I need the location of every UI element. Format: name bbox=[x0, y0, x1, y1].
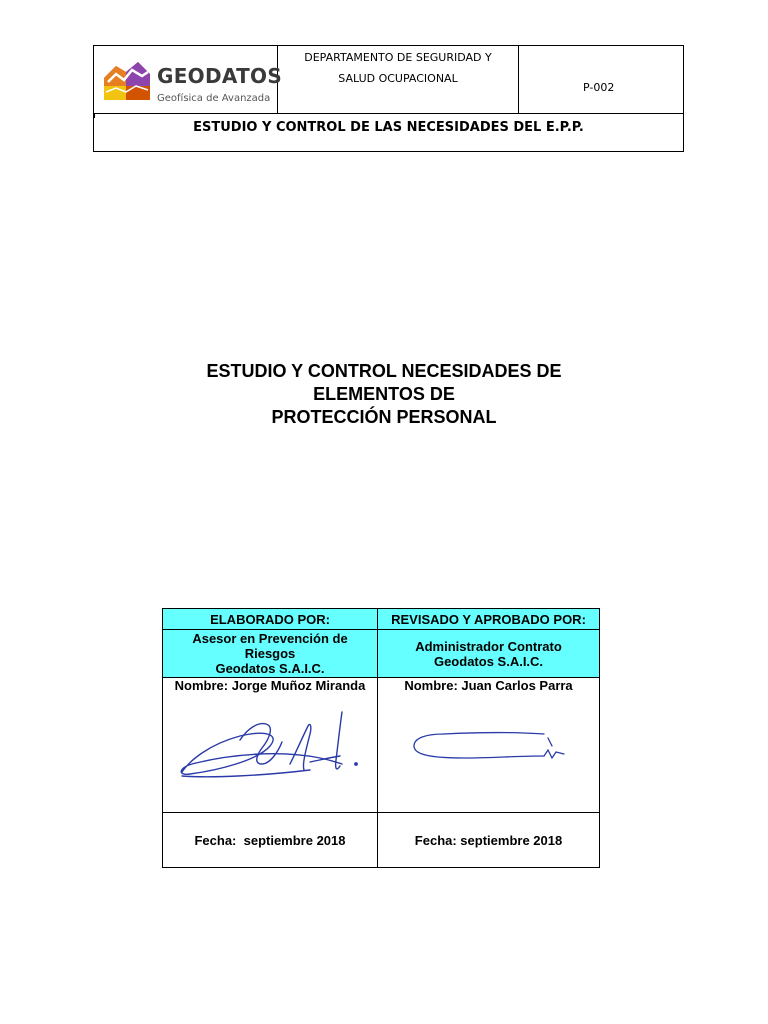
reviewed-role bbox=[378, 630, 600, 678]
title-line-3: PROTECCIÓN PERSONAL bbox=[271, 407, 497, 427]
reviewed-name: Nombre: Juan Carlos Parra bbox=[378, 678, 600, 699]
elaborated-date: Fecha: septiembre 2018 bbox=[163, 813, 378, 868]
department-cell bbox=[278, 46, 519, 113]
elaborated-signature-icon bbox=[170, 704, 370, 794]
title-line-2: ELEMENTOS DE bbox=[313, 384, 455, 404]
elaborated-role-line-2: Riesgos bbox=[244, 646, 296, 661]
document-code: P-002 bbox=[583, 81, 615, 94]
elaborated-heading: ELABORADO POR: bbox=[163, 609, 378, 630]
reviewed-signature-icon bbox=[404, 716, 574, 776]
approval-name-row bbox=[163, 678, 600, 699]
elaborated-role-line-1: Asesor en Prevención de bbox=[192, 631, 348, 646]
reviewed-date: Fecha: septiembre 2018 bbox=[378, 813, 600, 868]
approval-heading-row bbox=[163, 609, 600, 630]
elaborated-signature-cell bbox=[163, 698, 378, 813]
reviewed-role-line-2: Geodatos S.A.I.C. bbox=[433, 653, 544, 669]
geodatos-logo-icon bbox=[102, 56, 152, 106]
document-title bbox=[0, 360, 768, 429]
approval-table bbox=[162, 608, 600, 868]
logo-tagline: Geofísica de Avanzada bbox=[157, 93, 271, 104]
elaborated-role bbox=[163, 630, 378, 678]
reviewed-signature-cell bbox=[378, 698, 600, 813]
approval-date-row bbox=[163, 813, 600, 868]
margin-mark bbox=[93, 113, 95, 118]
department-line-1: DEPARTAMENTO DE SEGURIDAD Y bbox=[304, 51, 492, 64]
department-line-2: SALUD OCUPACIONAL bbox=[338, 72, 458, 85]
reviewed-role-line-1: Administrador Contrato bbox=[415, 638, 562, 654]
header-subject: ESTUDIO Y CONTROL DE LAS NECESIDADES DEL E.P.P. bbox=[94, 113, 683, 151]
elaborated-name: Nombre: Jorge Muñoz Miranda bbox=[163, 678, 378, 699]
elaborated-role-line-3: Geodatos S.A.I.C. bbox=[215, 661, 325, 676]
reviewed-heading: REVISADO Y APROBADO POR: bbox=[378, 609, 600, 630]
approval-role-row bbox=[163, 630, 600, 678]
logo-cell bbox=[94, 46, 283, 113]
document-code-cell bbox=[519, 46, 683, 113]
approval-signature-row bbox=[163, 698, 600, 813]
logo-name: GEODATOS bbox=[157, 64, 283, 88]
document-header bbox=[93, 45, 684, 152]
title-line-1: ESTUDIO Y CONTROL NECESIDADES DE bbox=[206, 361, 562, 381]
